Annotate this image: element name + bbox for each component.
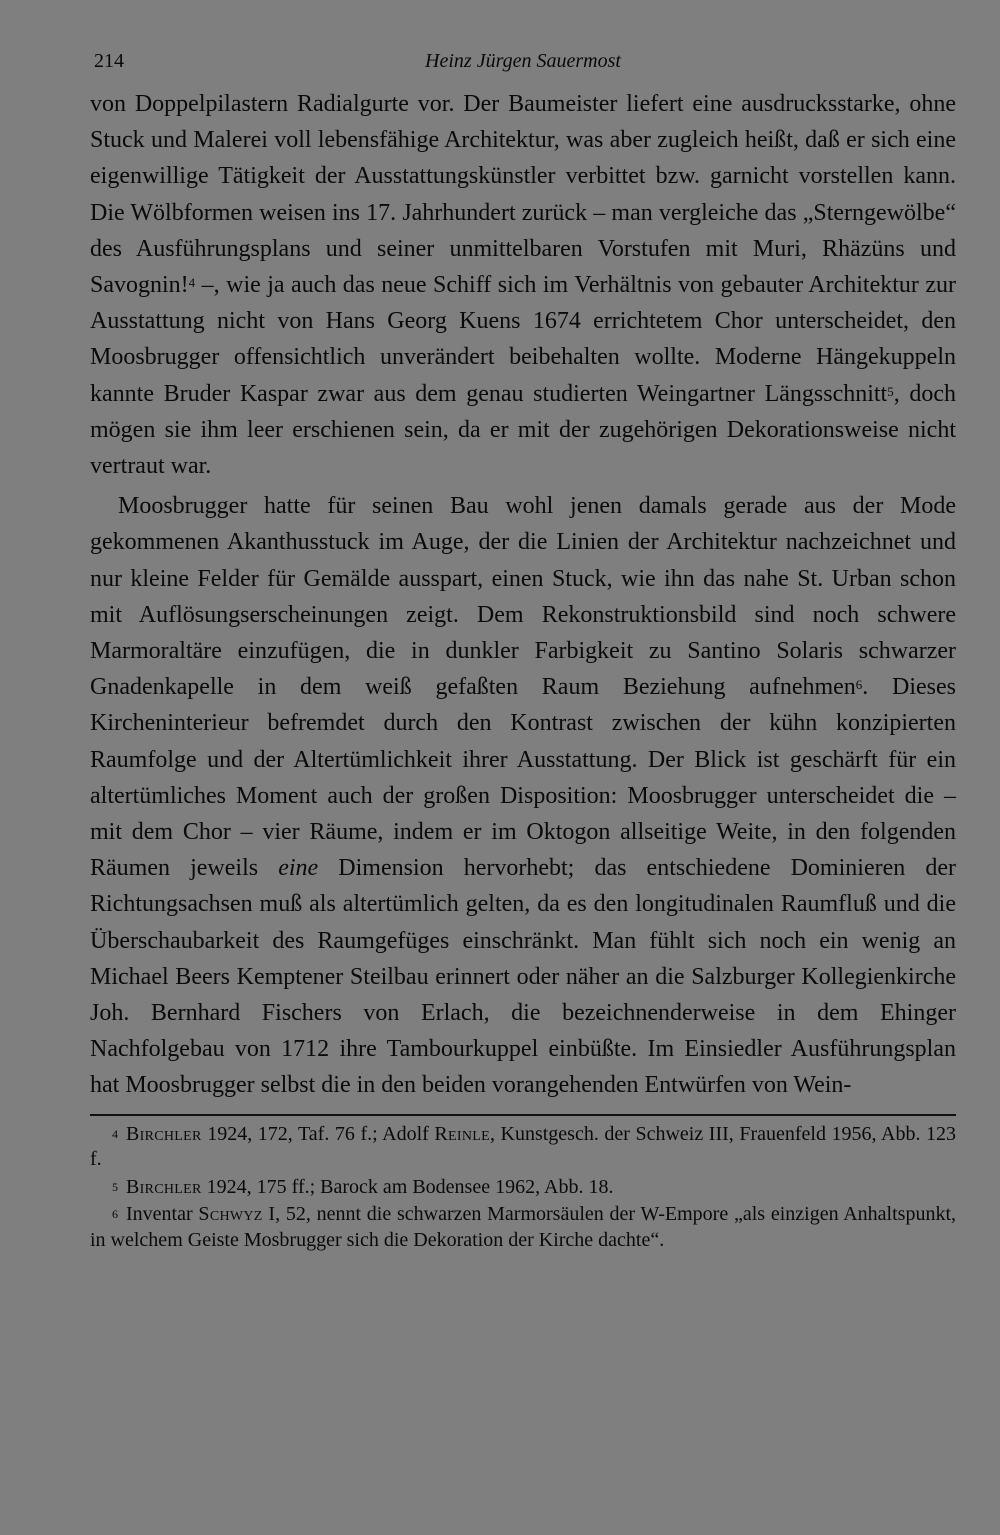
page-number: 214	[94, 50, 124, 72]
footnote-5	[90, 1175, 956, 1201]
footnote-text: 1924, 172, Taf. 76 f.; Adolf	[201, 1122, 435, 1145]
footnote-text: , Kunstgesch. der Schweiz III, Frauenfeld 1956, Abb. 123 f.	[90, 1122, 956, 1171]
author-name: Birchler	[126, 1175, 202, 1198]
footnotes	[90, 1122, 956, 1254]
source-name: Schwyz	[198, 1203, 263, 1226]
text-run: Dimension hervorhebt; das entschiedene Dominieren der Richtungsachsen muß als altertümlich gelten, da es den longitudinalen Raumfluß und die Überschaubarkeit des Raumgefüges einschränkt. Man fühlt sich noch ein wenig an Michael Beers Kemptener Steilbau erinnert oder näher an die Salzburger Kollegienkirche Joh. Bernhard Fischers von Erlach, die bezeichnenderweise in dem Ehinger Nachfolgebau von 1712 ihre Tambourkuppel einbüßte. Im Einsiedler Ausführungsplan hat Moosbrugger selbst die in den beiden vorangehenden Entwürfen von Wein-	[90, 855, 956, 1099]
text-run: . Dieses Kircheninterieur befremdet durch den Kontrast zwischen der kühn konzipierten Raumfolge und der Altertümlichkeit ihrer Ausstattung. Der Blick ist geschärft für ein altertümliches Moment auch der großen Disposition: Moosbrugger unterscheidet die – mit dem Chor – vier Räume, indem er im Oktogon allseitige Weite, in den folgenden Räumen jeweils	[90, 674, 956, 882]
text-run: von Doppelpilastern Radialgurte vor. Der Baumeister liefert eine ausdrucksstarke, ohne Stuck und Malerei voll lebensfähige Architektur, was aber zugleich heißt, daß er sich eine eigenwillige Tätigkeit der Ausstattungskünstler verbittet bzw. garnicht vorstellen kann. Die Wölbformen weisen ins 17. Jahrhundert zurück – man vergleiche das „Sterngewölbe“ des Ausführungsplans und seiner unmittelbaren Vorstufen mit Muri, Rhäzüns und Savognin!	[90, 91, 956, 299]
text-run: –, wie ja auch das neue Schiff sich im Verhältnis von gebauter Architektur zur Ausstattung nicht von Hans Georg Kuens 1674 errichtetem Chor unterscheidet, den Moosbrugger offensichtlich unverändert beibehalten wollte. Moderne Hängekuppeln kannte Bruder Kaspar zwar aus dem genau studierten Weingartner Längsschnitt	[90, 272, 956, 407]
text-run: , doch mögen sie ihm leer erschienen sein, da er mit der zugehörigen Dekorationsweise nicht vertraut war.	[90, 380, 957, 480]
footnote-number: 6	[112, 1207, 118, 1222]
footnote-number: 5	[112, 1179, 118, 1194]
footnote-6	[90, 1202, 956, 1253]
running-head: Heinz Jürgen Sauermost	[425, 50, 621, 72]
emphasis-text: eine	[278, 855, 319, 882]
footnote-text: 1924, 175 ff.; Barock am Bodensee 1962, Abb. 18.	[201, 1175, 614, 1198]
footnote-reference-4[interactable]: 4	[188, 275, 196, 291]
footnote-reference-5[interactable]: 5	[887, 383, 894, 399]
footnote-4	[90, 1122, 956, 1173]
book-page	[90, 50, 956, 1255]
author-name: Reinle	[434, 1122, 490, 1145]
page-header	[90, 50, 956, 86]
body-text	[90, 86, 956, 1104]
footnote-reference-6[interactable]: 6	[855, 677, 863, 693]
text-run: Moosbrugger hatte für seinen Bau wohl jenen damals gerade aus der Mode gekommenen Akanthusstuck im Auge, der die Linien der Architektur nachzeichnet und nur kleine Felder für Gemälde ausspart, einen Stuck, wie ihn das nahe St. Urban schon mit Auflösungserscheinungen zeigt. Dem Rekonstruktionsbild sind noch schwere Marmoraltäre einzufügen, die in dunkler Farbigkeit zu Santino Solaris schwarzer Gnadenkapelle in dem weiß gefaßten Raum Beziehung aufnehmen	[90, 493, 956, 701]
author-name: Birchler	[126, 1122, 202, 1145]
paragraph-2	[90, 488, 956, 1103]
footnote-text: Inventar	[126, 1203, 199, 1226]
footnote-divider	[90, 1114, 956, 1116]
paragraph-1	[90, 86, 956, 484]
footnote-text: I, 52, nennt die schwarzen Marmorsäulen der W-Empore „als einzigen Anhaltspunkt, in welchem Geiste Mosbrugger sich die Dekoration der Kirche dachte“.	[90, 1203, 957, 1251]
footnote-number: 4	[112, 1126, 118, 1141]
